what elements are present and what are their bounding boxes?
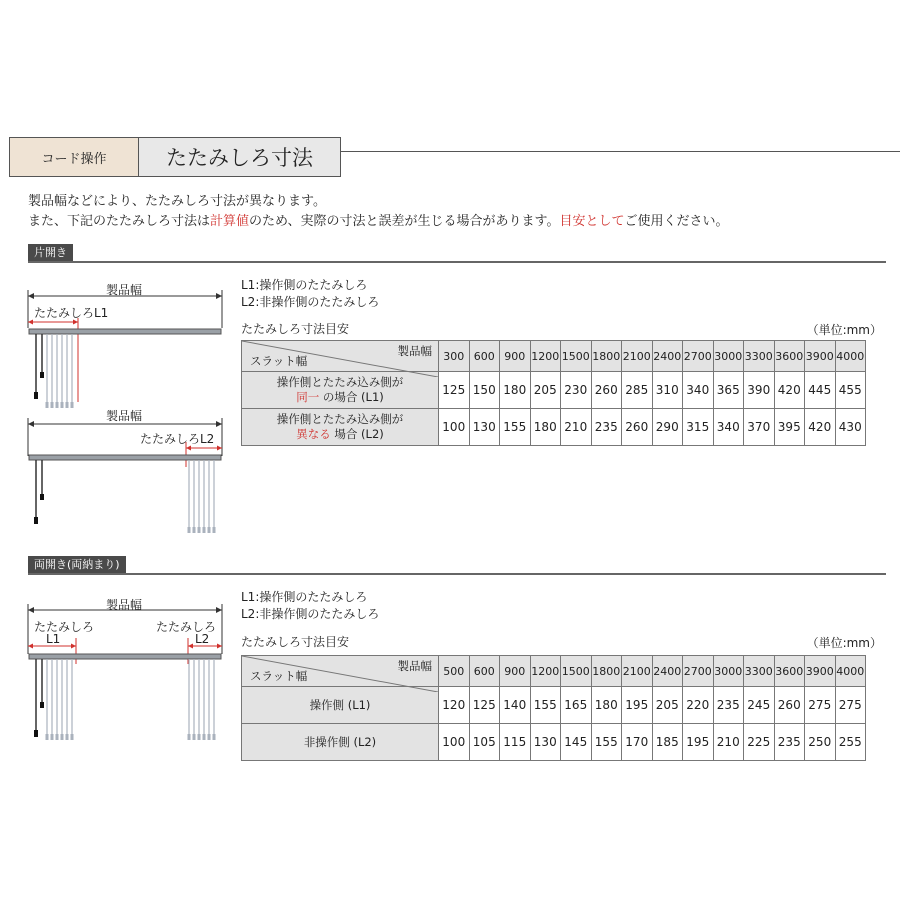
row-header: 操作側とたたみ込み側が 異なる 場合 (L2) xyxy=(242,409,439,446)
col-header: 3600 xyxy=(774,656,805,687)
table-cell: 180 xyxy=(530,409,561,446)
col-header: 3300 xyxy=(744,656,775,687)
table-cell: 260 xyxy=(591,372,622,409)
table-header-row xyxy=(242,656,866,687)
l2-label: L2 xyxy=(195,632,210,646)
table-cell: 395 xyxy=(774,409,805,446)
table-cell: 195 xyxy=(622,687,653,724)
category-tag: コード操作 xyxy=(9,137,139,177)
table-cell: 120 xyxy=(439,687,470,724)
table-cell: 275 xyxy=(805,687,836,724)
table-row xyxy=(242,724,866,761)
product-width-label: 製品幅 xyxy=(106,283,143,297)
table-cell: 235 xyxy=(774,724,805,761)
col-header: 3900 xyxy=(805,656,836,687)
table-cell: 365 xyxy=(713,372,744,409)
row-header: 操作側 (L1) xyxy=(242,687,439,724)
table-cell: 445 xyxy=(805,372,836,409)
table-cell: 275 xyxy=(835,687,866,724)
col-header: 600 xyxy=(469,341,500,372)
col-header: 1500 xyxy=(561,341,592,372)
col-header: 3300 xyxy=(744,341,775,372)
table-cell: 260 xyxy=(774,687,805,724)
table-cell: 290 xyxy=(652,409,683,446)
row-header: 操作側とたたみ込み側が 同一 の場合 (L1) xyxy=(242,372,439,409)
col-header: 1800 xyxy=(591,341,622,372)
table-cell: 315 xyxy=(683,409,714,446)
corner-cell: 製品幅 スラット幅 xyxy=(242,341,439,372)
table-cell: 155 xyxy=(591,724,622,761)
col-header: 4000 xyxy=(835,656,866,687)
table-row xyxy=(242,372,866,409)
table-cell: 130 xyxy=(469,409,500,446)
l2-label: たたみしろL2 xyxy=(140,432,215,446)
table-cell: 430 xyxy=(835,409,866,446)
table-cell: 390 xyxy=(744,372,775,409)
title-bar xyxy=(9,137,900,177)
col-header: 2100 xyxy=(622,656,653,687)
table-cell: 155 xyxy=(530,687,561,724)
table-cell: 180 xyxy=(500,372,531,409)
col-header: 3000 xyxy=(713,656,744,687)
unit-label: （単位:mm） xyxy=(806,636,882,650)
note-l2: L2:非操作側のたたみしろ xyxy=(241,295,380,309)
table-cell: 125 xyxy=(439,372,470,409)
intro-line-1: 製品幅などにより、たたみしろ寸法が異なります。 xyxy=(28,194,326,209)
table-row xyxy=(242,409,866,446)
table-cell: 165 xyxy=(561,687,592,724)
table-cell: 210 xyxy=(561,409,592,446)
table-cell: 420 xyxy=(774,372,805,409)
table-cell: 455 xyxy=(835,372,866,409)
note-l1: L1:操作側のたたみしろ xyxy=(241,278,368,292)
table-cell: 370 xyxy=(744,409,775,446)
table-cell: 340 xyxy=(713,409,744,446)
table-cell: 235 xyxy=(591,409,622,446)
table-cell: 205 xyxy=(530,372,561,409)
note-l2: L2:非操作側のたたみしろ xyxy=(241,607,380,621)
table-cell: 145 xyxy=(561,724,592,761)
row-header: 非操作側 (L2) xyxy=(242,724,439,761)
table-cell: 205 xyxy=(652,687,683,724)
section-label-single: 片開き xyxy=(28,244,73,262)
right-fold-label: たたみしろ xyxy=(156,620,217,634)
col-header: 1200 xyxy=(530,656,561,687)
table-title: たたみしろ寸法目安 xyxy=(241,635,350,649)
table-cell: 100 xyxy=(439,409,470,446)
table-cell: 245 xyxy=(744,687,775,724)
intro-line-2: また、下記のたたみしろ寸法は計算値のため、実際の寸法と誤差が生じる場合があります。目安としてご使用ください。 xyxy=(28,214,729,229)
table-cell: 340 xyxy=(683,372,714,409)
col-header: 900 xyxy=(500,656,531,687)
col-header: 900 xyxy=(500,341,531,372)
table-cell: 155 xyxy=(500,409,531,446)
table-cell: 125 xyxy=(469,687,500,724)
unit-label: （単位:mm） xyxy=(806,323,882,337)
left-fold-label: たたみしろ xyxy=(34,620,95,634)
note-l1: L1:操作側のたたみしろ xyxy=(241,590,368,604)
col-header: 600 xyxy=(469,656,500,687)
table-cell: 105 xyxy=(469,724,500,761)
table-cell: 230 xyxy=(561,372,592,409)
table-cell: 130 xyxy=(530,724,561,761)
table-cell: 255 xyxy=(835,724,866,761)
col-header: 2700 xyxy=(683,656,714,687)
table-cell: 150 xyxy=(469,372,500,409)
corner-cell: 製品幅 スラット幅 xyxy=(242,656,439,687)
col-header: 300 xyxy=(439,341,470,372)
table-cell: 235 xyxy=(713,687,744,724)
table-cell: 260 xyxy=(622,409,653,446)
table-cell: 180 xyxy=(591,687,622,724)
table-cell: 140 xyxy=(500,687,531,724)
table-cell: 225 xyxy=(744,724,775,761)
col-header: 2400 xyxy=(652,656,683,687)
product-width-label: 製品幅 xyxy=(106,598,143,612)
col-header: 4000 xyxy=(835,341,866,372)
col-header: 3600 xyxy=(774,341,805,372)
section-rule xyxy=(28,261,886,263)
col-header: 2400 xyxy=(652,341,683,372)
col-header: 1800 xyxy=(591,656,622,687)
table-header-row xyxy=(242,341,866,372)
col-header: 2700 xyxy=(683,341,714,372)
table-cell: 420 xyxy=(805,409,836,446)
col-header: 2100 xyxy=(622,341,653,372)
product-width-label: 製品幅 xyxy=(106,409,143,423)
section-label-double: 両開き(両納まり) xyxy=(28,556,126,574)
table-cell: 100 xyxy=(439,724,470,761)
table-cell: 285 xyxy=(622,372,653,409)
page-title: たたみしろ寸法 xyxy=(139,137,341,177)
section-rule xyxy=(28,573,886,575)
title-rule xyxy=(341,151,900,152)
dimension-table-double xyxy=(241,655,866,761)
col-header: 1200 xyxy=(530,341,561,372)
col-header: 3000 xyxy=(713,341,744,372)
table-cell: 170 xyxy=(622,724,653,761)
dimension-table-single xyxy=(241,340,866,446)
table-cell: 220 xyxy=(683,687,714,724)
table-cell: 210 xyxy=(713,724,744,761)
col-header: 1500 xyxy=(561,656,592,687)
table-cell: 250 xyxy=(805,724,836,761)
table-row xyxy=(242,687,866,724)
table-cell: 195 xyxy=(683,724,714,761)
table-cell: 185 xyxy=(652,724,683,761)
table-cell: 115 xyxy=(500,724,531,761)
l1-label: たたみしろL1 xyxy=(34,306,109,320)
double-open-diagram xyxy=(26,590,226,760)
col-header: 500 xyxy=(439,656,470,687)
col-header: 3900 xyxy=(805,341,836,372)
table-title: たたみしろ寸法目安 xyxy=(241,322,350,336)
table-cell: 310 xyxy=(652,372,683,409)
l1-label: L1 xyxy=(46,632,61,646)
